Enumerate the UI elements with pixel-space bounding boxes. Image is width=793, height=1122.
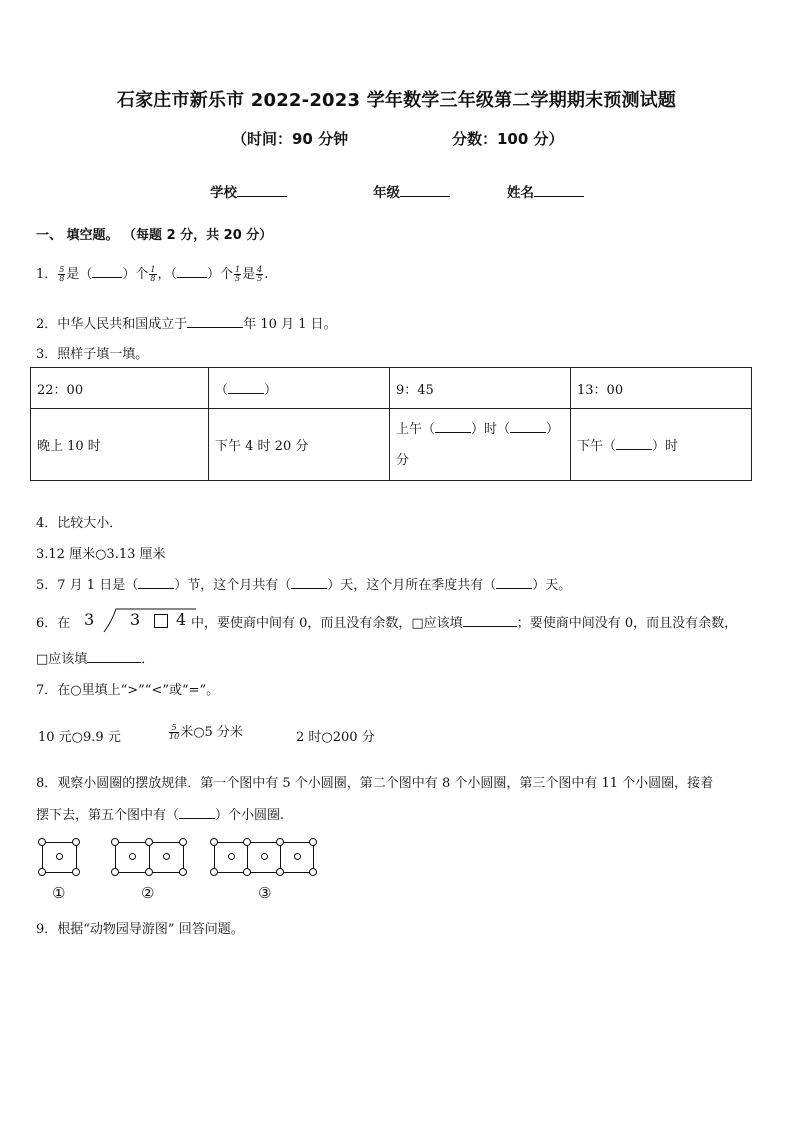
q6-text: ；要使商中间没有 0，而且没有余数， [516,616,738,631]
q6-text: 中，要使商中间有 0，而且没有余数，□应该填 [191,616,463,631]
q5-text: ）天。 [532,578,572,593]
circle [261,853,268,860]
circle [163,853,170,860]
school-label: 学校 [210,185,237,201]
circle [111,868,119,876]
circle [38,838,46,846]
page-title: 石家庄市新乐市 2022-2023 学年数学三年级第二学期期末预测试题 [116,90,677,111]
circle [38,868,46,876]
circle [309,868,317,876]
cell: 9：45 [390,368,571,409]
q1-text: 是（ [66,267,93,282]
question-4: 4．比较大小． [36,516,123,531]
figure-label-3: ③ [258,884,272,902]
q6-text: ． [141,652,155,667]
circle [56,853,63,860]
q8-text: ）个小圆圈. [215,808,285,823]
question-3: 3．照样子填一填。 [36,347,149,362]
grade-label: 年级 [373,185,400,201]
circle [243,838,251,846]
q1-text: ）个 [207,267,234,282]
circle [210,838,218,846]
question-9: 9．根据“动物园导游图” 回答问题。 [36,922,244,937]
q2-text: 年 10 月 1 日。 [243,317,337,332]
q6-label: 6．在 [36,616,71,631]
fraction-1-8: $\frac{1}{8}$ [150,265,156,283]
question-7: 7．在○里填上“>”“<”或“=”。 [36,683,220,698]
q4-comparison[interactable]: 3.12 厘米○3.13 厘米 [36,547,166,562]
circle [243,868,251,876]
circle [72,868,80,876]
question-8: 8．观察小圆圈的摆放规律．第一个图中有 5 个小圆圈，第二个图中有 8 个小圆圈，第三个图中有 11 个小圆圈，接着 [36,776,714,791]
cell: 晚上 10 时 [31,409,209,481]
fraction-1-5: $\frac{1}{5}$ [235,265,241,283]
q5-text: ）节，这个月共有（ [174,578,292,593]
circle [179,838,187,846]
circle [111,838,119,846]
cell: 13：00 [571,368,752,409]
dividend-digit-3: 4 [176,610,187,629]
q5-text: ）天，这个月所在季度共有（ [327,578,497,593]
cell: 下午（ ）时 [571,409,752,481]
q2-text: 2．中华人民共和国成立于 [36,317,188,332]
cell: （ ） [209,368,390,409]
divisor: 3 [84,610,95,629]
q1-text: ，（ [157,267,178,282]
q7-text: 米○5 分米 [180,725,243,740]
cell: 下午 4 时 20 分 [209,409,390,481]
q6-text: □应该填 [36,652,88,667]
q5-text: 5．7 月 1 日是（ [36,578,139,593]
time-label: （时间：90 分钟 [232,130,349,148]
q1-number: 1． [36,267,58,282]
circle [228,853,235,860]
circle [145,838,153,846]
fraction-5-8: $\frac{5}{8}$ [59,265,65,283]
cell: 上午（ ）时（ ） 分 [390,409,571,481]
circle [276,838,284,846]
circle [145,868,153,876]
fraction-5-10: $\frac{5}{10}$ [169,723,180,741]
cell: 22：00 [31,368,209,409]
circle [294,853,301,860]
q7-item-3[interactable]: 2 时○200 分 [296,730,375,745]
figure-label-1: ① [52,884,66,902]
section-heading: 一、 填空题。 （每题 2 分，共 20 分） [36,228,273,243]
q1-text: ）个 [122,267,149,282]
figure-label-2: ② [141,884,155,902]
fraction-4-5: $\frac{4}{5}$ [257,265,263,283]
q8-text: 摆下去，第五个图中有（ [36,808,180,823]
score-label: 分数：100 分） [452,130,564,148]
q7-item-1[interactable]: 10 元○9.9 元 [38,730,121,745]
circle [72,838,80,846]
dividend-digit-1: 3 [130,610,141,629]
circle [276,868,284,876]
circle [129,853,136,860]
q1-text: 是 [242,267,256,282]
circle [309,838,317,846]
name-label: 姓名 [507,185,534,201]
q1-text: . [264,267,269,282]
circle [179,868,187,876]
circle [210,868,218,876]
